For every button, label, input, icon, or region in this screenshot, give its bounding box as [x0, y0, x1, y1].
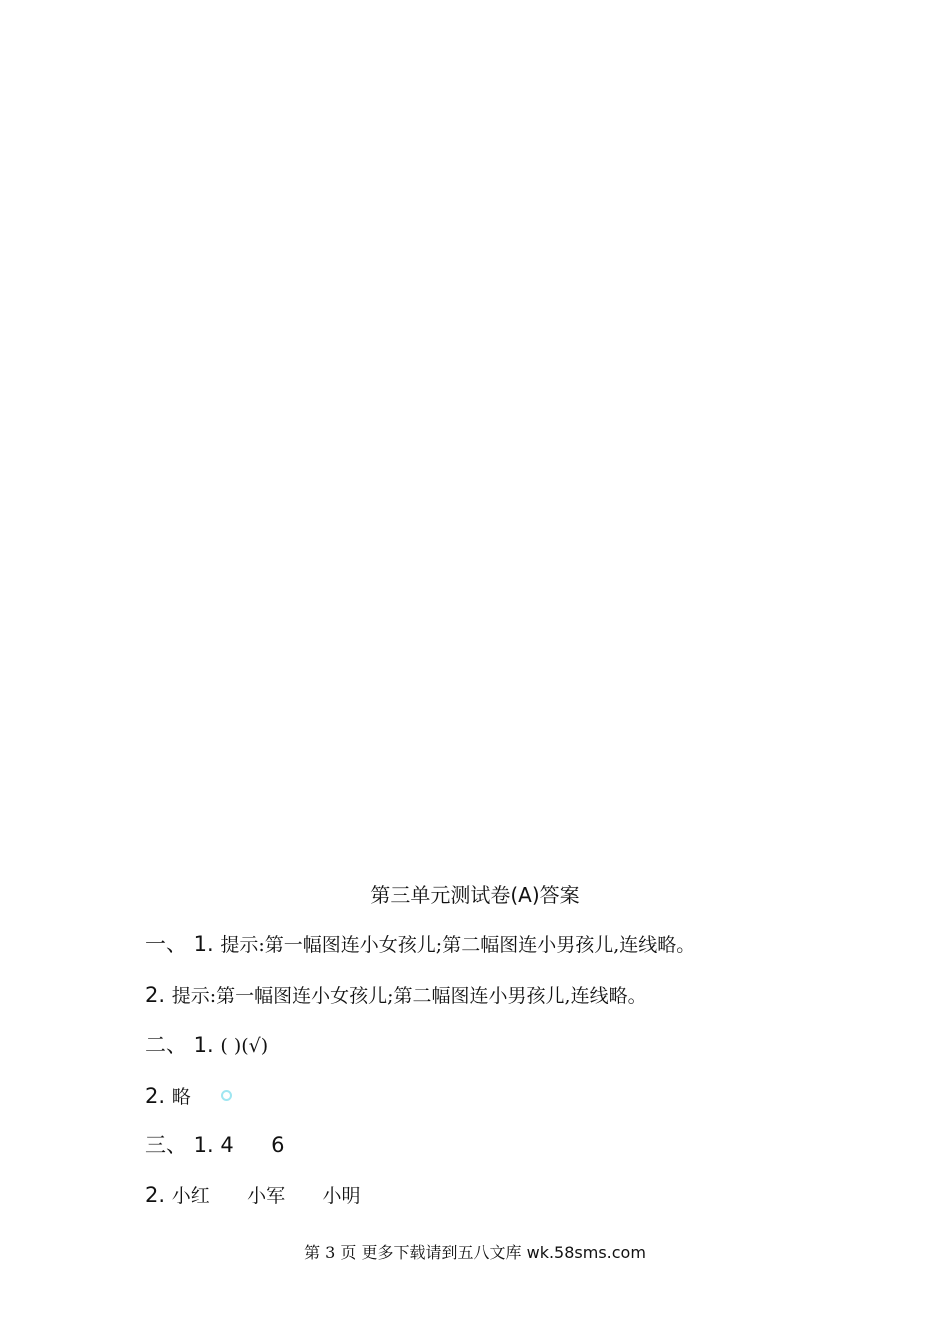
answer-value: 4	[220, 1133, 234, 1157]
page-footer	[0, 1241, 950, 1265]
answer-name: 小军	[247, 1185, 286, 1207]
answer-text: 提示:第一幅图连小女孩儿;第二幅图连小男孩儿,连线略。	[171, 985, 647, 1007]
answer-line-section-1-item-2	[145, 980, 647, 1011]
question-number: 二、 1.	[145, 1033, 214, 1057]
footer-site-link[interactable]: wk.58sms.com	[526, 1243, 646, 1262]
question-number: 三、 1.	[145, 1133, 214, 1157]
answer-text: 略	[171, 1086, 191, 1108]
answer-name: 小明	[322, 1185, 361, 1207]
footer-page-text: 第 3 页 更多下载请到五八文库	[304, 1243, 522, 1262]
answer-line-section-3-item-2	[145, 1180, 361, 1211]
answer-value: 6	[271, 1133, 285, 1157]
answer-bracket-text: ( )(√)	[220, 1035, 269, 1057]
question-number: 2.	[145, 1183, 166, 1207]
question-number: 一、 1.	[145, 932, 214, 956]
answer-line-section-2-item-2	[145, 1081, 232, 1112]
answer-name: 小红	[171, 1185, 210, 1207]
small-circle-marker-icon	[221, 1090, 232, 1101]
answer-line-section-3-item-1	[145, 1130, 285, 1160]
answer-line-section-2-item-1	[145, 1030, 268, 1061]
answer-text: 提示:第一幅图连小女孩儿;第二幅图连小男孩儿,连线略。	[220, 934, 696, 956]
question-number: 2.	[145, 1084, 166, 1108]
page-title: 第三单元测试卷(A)答案	[370, 883, 580, 907]
question-number: 2.	[145, 983, 166, 1007]
answer-line-section-1-item-1	[145, 929, 695, 960]
